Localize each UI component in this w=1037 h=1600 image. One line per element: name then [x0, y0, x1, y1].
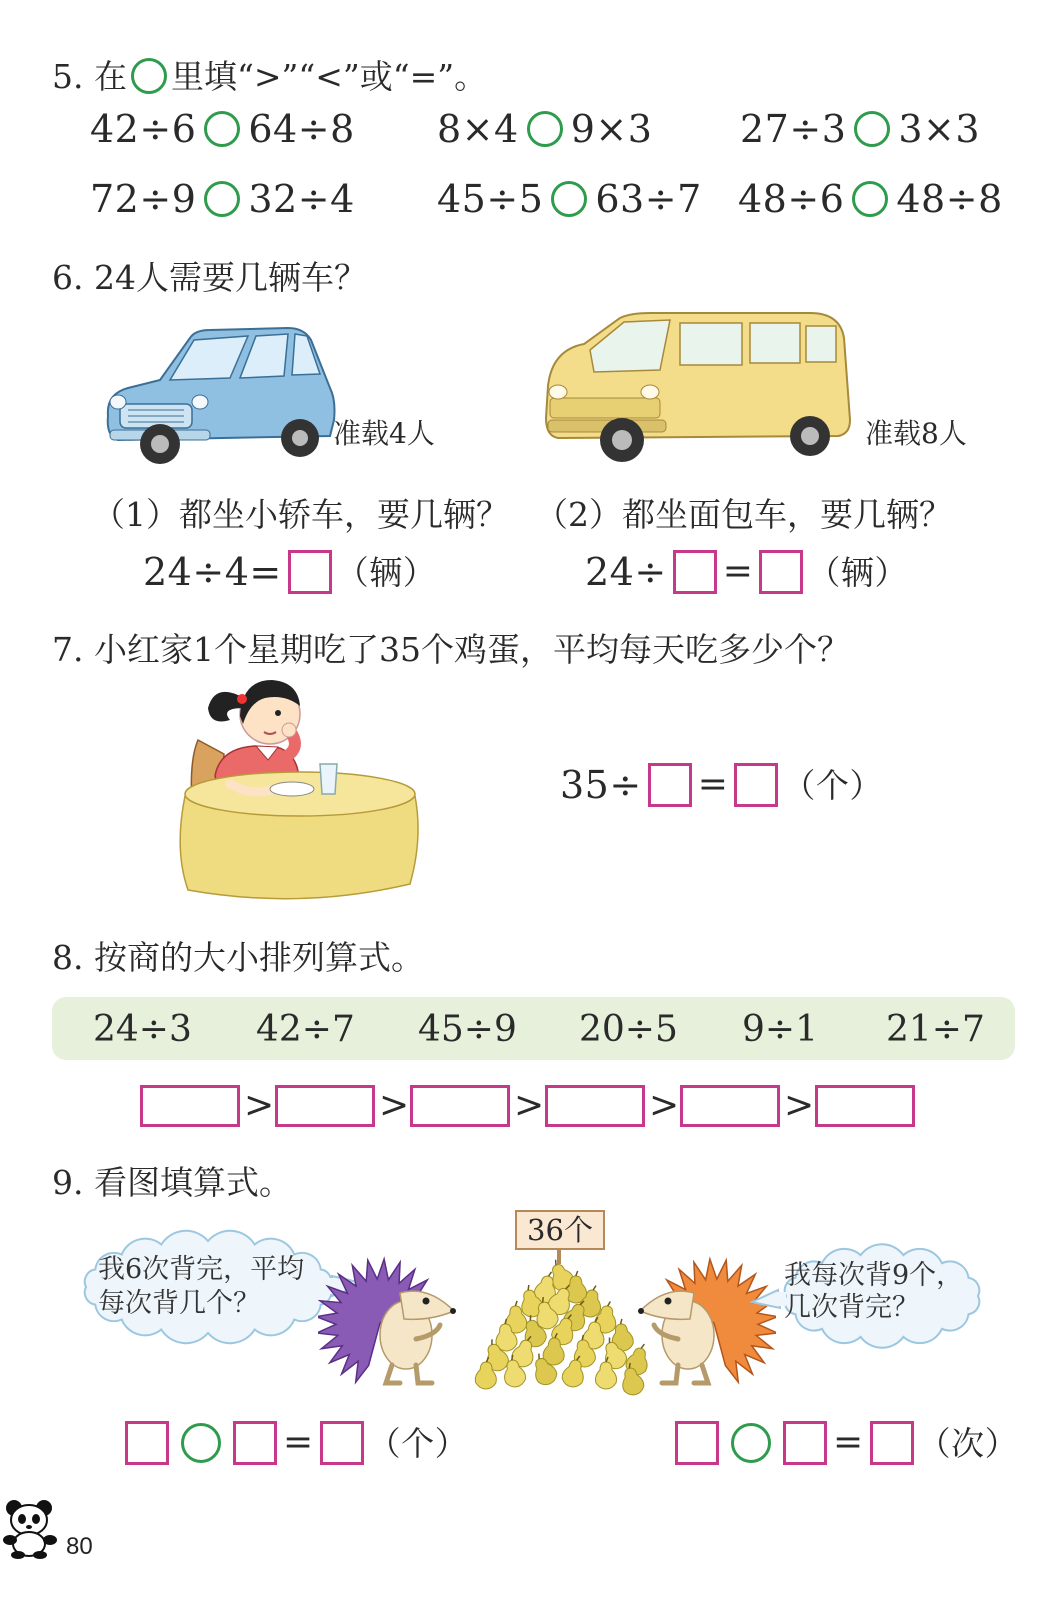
unit-label: （个） [367, 1423, 469, 1463]
left-expression: 42÷6 [90, 107, 197, 151]
q7-title: 7. 小红家1个星期吃了35个鸡蛋，平均每天吃多少个？ [52, 630, 850, 669]
equation-expression: 24÷ [585, 550, 667, 594]
compare-item [738, 177, 1003, 221]
car-capacity-label: 准载4人 [333, 417, 435, 450]
greater-than-sign: > [514, 1085, 545, 1126]
right-expression: 63÷7 [595, 177, 702, 221]
q7-equation [560, 763, 883, 807]
left-bubble-line: 每次背几个？ [98, 1288, 260, 1319]
panda-icon [0, 1496, 62, 1560]
left-expression: 8×4 [437, 107, 519, 151]
unit-label: （次） [917, 1423, 1019, 1463]
answer-box[interactable] [870, 1421, 914, 1465]
q9-left-equation [125, 1421, 468, 1465]
q5-title-suffix: 里填“>”“<”或“=”。 [170, 56, 488, 96]
answer-box[interactable] [125, 1421, 169, 1465]
q9-right-equation [675, 1421, 1018, 1465]
order-answer-box[interactable] [680, 1085, 780, 1127]
right-expression: 32÷4 [248, 177, 355, 221]
greater-than-sign: > [244, 1085, 275, 1126]
equation-expression: 24÷4= [143, 550, 282, 594]
division-expression: 21÷7 [886, 1009, 985, 1050]
order-answer-box[interactable] [815, 1085, 915, 1127]
purple-hedgehog-illustration [318, 1243, 458, 1388]
q8-title: 8. 按商的大小排列算式。 [52, 938, 424, 977]
car-illustration [98, 318, 338, 468]
operator-circle[interactable] [731, 1423, 771, 1463]
page-number: 80 [66, 1533, 93, 1560]
left-expression: 48÷6 [738, 177, 845, 221]
division-expression: 20÷5 [579, 1009, 678, 1050]
answer-box[interactable] [648, 763, 692, 807]
unit-label: （辆） [807, 552, 908, 592]
q6-part1-question: （1）都坐小轿车，要几辆？ [92, 495, 509, 534]
compare-item [90, 107, 355, 151]
compare-item [437, 107, 653, 151]
pear-pile-illustration [466, 1256, 656, 1396]
equals-sign: = [722, 551, 754, 592]
compare-item [90, 177, 355, 221]
right-bubble-line: 我每次背9个， [784, 1260, 964, 1291]
right-bubble-line: 几次背完？ [784, 1292, 919, 1323]
equation-expression: 35÷ [560, 763, 642, 807]
q6-part2-equation [585, 550, 908, 594]
q9-title: 9. 看图填算式。 [52, 1163, 292, 1202]
right-expression: 3×3 [898, 107, 981, 151]
left-bubble-line: 我6次背完，平均 [98, 1254, 305, 1285]
q6-part2-question: （2）都坐面包车，要几辆？ [535, 495, 952, 534]
operator-circle[interactable] [181, 1423, 221, 1463]
compare-item [740, 107, 981, 151]
answer-box[interactable] [673, 550, 717, 594]
unit-label: （辆） [335, 552, 437, 592]
compare-circle[interactable] [551, 181, 587, 217]
compare-item [437, 177, 702, 221]
compare-circle[interactable] [852, 181, 888, 217]
equals-sign: = [697, 764, 729, 805]
left-expression: 45÷5 [437, 177, 544, 221]
greater-than-sign: > [379, 1085, 410, 1126]
answer-box[interactable] [320, 1421, 364, 1465]
q5-title [52, 58, 487, 94]
compare-circle[interactable] [854, 111, 890, 147]
order-answer-box[interactable] [275, 1085, 375, 1127]
greater-than-sign: > [784, 1085, 815, 1126]
answer-box[interactable] [675, 1421, 719, 1465]
expression-band [52, 997, 1015, 1060]
order-answer-box[interactable] [140, 1085, 240, 1127]
left-expression: 72÷9 [90, 177, 197, 221]
division-expression: 9÷1 [742, 1009, 818, 1050]
compare-circle[interactable] [527, 111, 563, 147]
answer-box[interactable] [759, 550, 803, 594]
greater-than-sign: > [649, 1085, 680, 1126]
right-expression: 64÷8 [248, 107, 355, 151]
division-expression: 42÷7 [256, 1009, 355, 1050]
division-expression: 24÷3 [93, 1009, 192, 1050]
equals-sign: = [283, 1422, 314, 1463]
answer-box[interactable] [233, 1421, 277, 1465]
compare-circle[interactable] [204, 181, 240, 217]
left-expression: 27÷3 [740, 107, 847, 151]
circle-icon [131, 58, 167, 94]
girl-eating-illustration [160, 668, 420, 903]
van-illustration [538, 308, 858, 468]
q5-title-prefix: 5. 在 [52, 56, 127, 96]
q6-title: 6. 24人需要几辆车？ [52, 258, 367, 297]
division-expression: 45÷9 [418, 1009, 517, 1050]
answer-box[interactable] [288, 550, 332, 594]
answer-box[interactable] [783, 1421, 827, 1465]
q6-part1-equation [143, 550, 436, 594]
sign-label: 36个 [527, 1212, 593, 1247]
right-expression: 9×3 [570, 107, 653, 151]
unit-label: （个） [782, 765, 883, 805]
answer-box[interactable] [734, 763, 778, 807]
compare-circle[interactable] [204, 111, 240, 147]
order-answer-box[interactable] [410, 1085, 510, 1127]
count-sign [515, 1210, 605, 1250]
van-capacity-label: 准载8人 [865, 417, 967, 450]
right-expression: 48÷8 [896, 177, 1003, 221]
order-answer-box[interactable] [545, 1085, 645, 1127]
equals-sign: = [833, 1422, 864, 1463]
